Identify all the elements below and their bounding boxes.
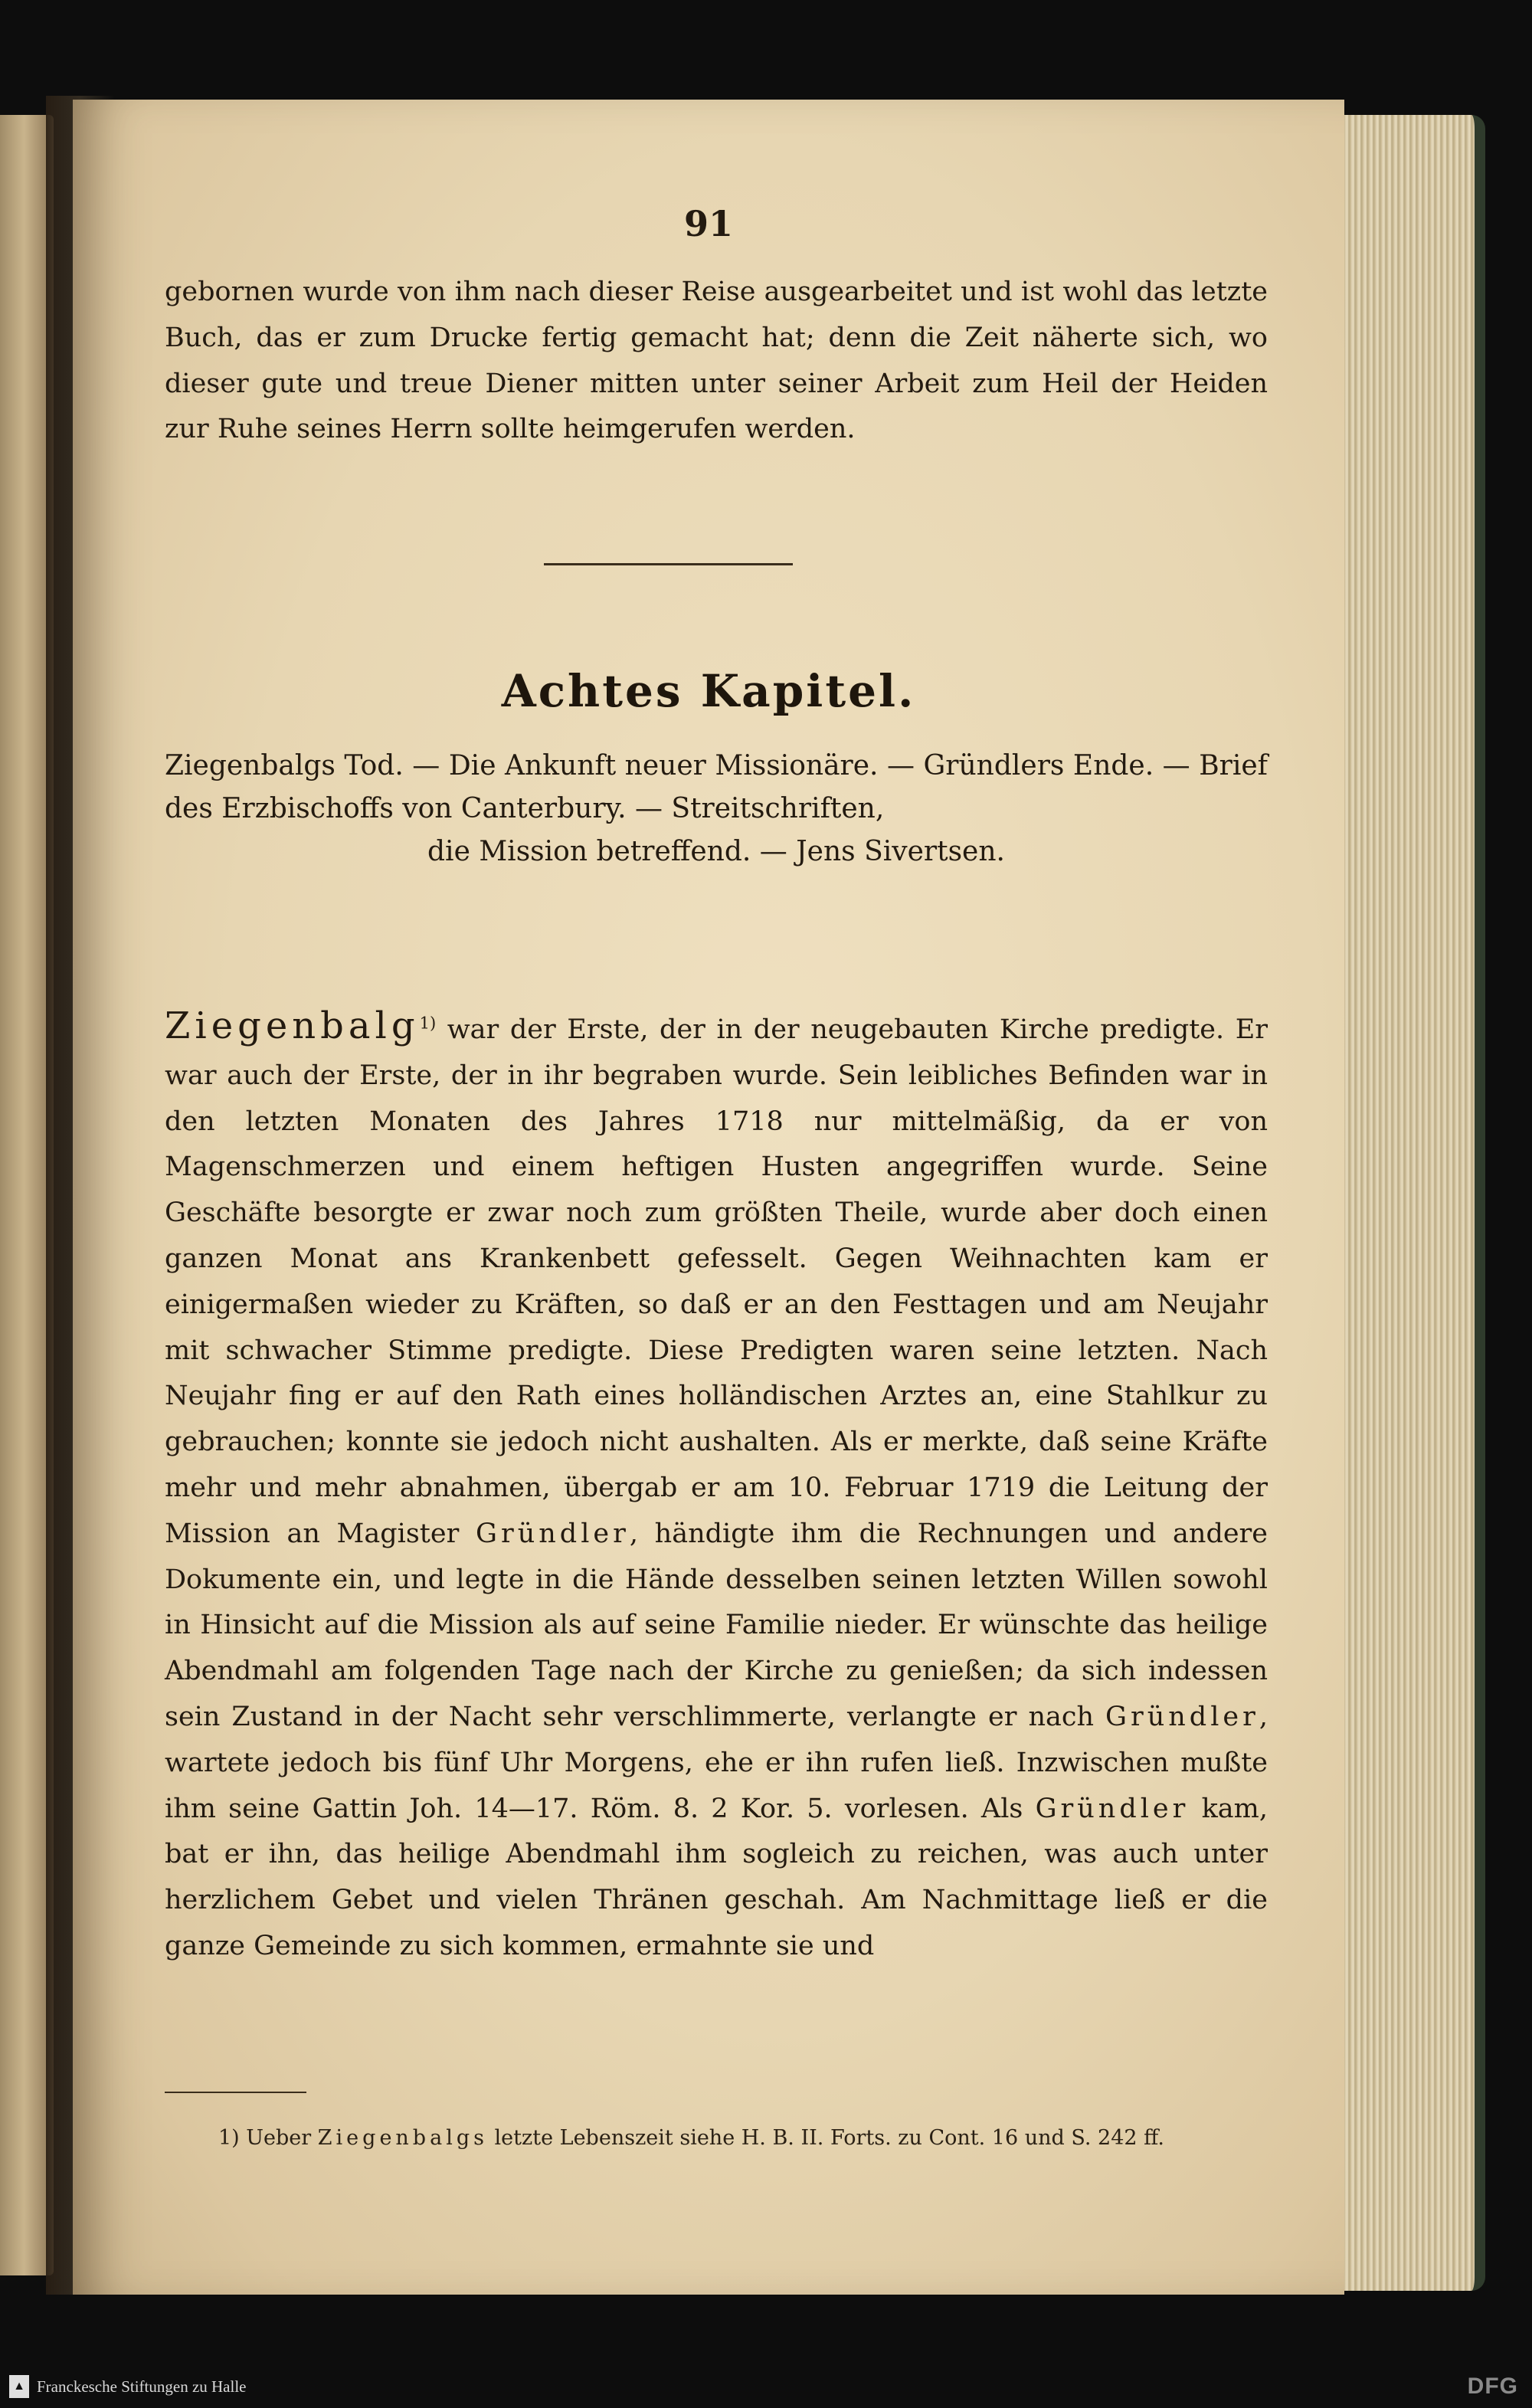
section-divider [544, 563, 793, 565]
main-paragraph [165, 1004, 1268, 1970]
institution-credit[interactable] [9, 2375, 247, 2398]
name-gruendler-3: Gründler [1035, 1793, 1190, 1824]
footnote-divider [165, 2092, 306, 2093]
footnote [165, 2121, 1268, 2155]
name-gruendler-2: Gründler [1105, 1701, 1259, 1732]
main-text-a: war der Erste, der in der neugebauten Kirche predigte. Er war auch der Erste, der in ihr begraben wurde. Sein leibliches Befinden war in den letzten Monaten des Jahres 1718 nur mittelmäßig, da er von Magenschmerzen und einem heftigen Husten angegriffen wurde. Seine Geschäfte besorgte er zwar noch zum größten Theile, wurde aber doch einen ganzen Monat ans Krankenbett gefesselt. Gegen Weihnachten kam er einigermaßen wieder zu Kräften, so daß er an den Festtagen und am Neujahr mit schwacher Stimme predigte. Diese Predigten waren seine letzten. Nach Neujahr fing er auf den Rath eines holländischen Arztes an, eine Stahlkur zu gebrauchen; konnte sie jedoch nicht aushalten. Als er merkte, daß seine Kräfte mehr und mehr abnahmen, übergab er am 10. Februar 1719 die Leitung der Mission an Magister [165, 1014, 1268, 1549]
footnote-prefix: 1) Ueber [218, 2126, 318, 2150]
chapter-title: Achtes Kapitel. [501, 665, 916, 717]
dfg-logo[interactable]: DFG [1467, 2374, 1518, 2399]
page-number: 91 [683, 203, 733, 244]
institution-name: Franckesche Stiftungen zu Halle [37, 2377, 247, 2396]
book-page [73, 100, 1344, 2295]
continuation-paragraph: gebornen wurde von ihm nach dieser Reise ausgearbeitet und ist wohl das letzte Buch, das er zum Drucke fertig gemacht hat; denn die Zeit näherte sich, wo dieser gute und treue Diener mitten unter seiner Arbeit zum Heil der Heiden zur Ruhe seines Herrn sollte heimgerufen werden. [165, 277, 1268, 445]
main-text-c: , wartete jedoch bis fünf Uhr Morgens, ehe er ihn rufen ließ. Inzwischen mußte ihm seine Gattin Joh. 14—17. Röm. 8. 2 Kor. 5. vorlesen. Als [165, 1701, 1268, 1824]
main-first-word: Ziegenbalg [165, 1004, 420, 1047]
page-stack-edge [1333, 115, 1485, 2291]
name-gruendler-1: Gründler [476, 1518, 630, 1549]
footnote-name: Ziegenbalgs [317, 2126, 488, 2150]
footnote-reference[interactable]: 1) [419, 1014, 437, 1033]
footnote-rest: letzte Lebenszeit siehe H. B. II. Forts. zu Cont. 16 und S. 242 ff. [487, 2126, 1164, 2150]
institution-logo-icon: ▲ [9, 2375, 29, 2398]
chapter-summary-text: Ziegenbalgs Tod. — Die Ankunft neuer Missionäre. — Gründlers Ende. — Brief des Erzbischoffs von Canterbury. — Streitschriften, [165, 750, 1268, 824]
chapter-summary [165, 745, 1268, 873]
main-text-d: kam, bat er ihn, das heilige Abendmahl ihm sogleich zu reichen, was auch unter herzlichem Gebet und vielen Thränen geschah. Am Nachmittage ließ er die ganze Gemeinde zu sich kommen, ermahnte sie und [165, 1793, 1268, 1961]
main-text-b: , händigte ihm die Rechnungen und andere Dokumente ein, und legte in die Hände desselben seinen letzten Willen sowohl in Hinsicht auf die Mission als auf seine Familie nieder. Er wünschte das heilige Abendmahl am folgenden Tage nach der Kirche zu genießen; da sich indessen sein Zustand in der Nacht sehr verschlimmerte, verlangte er nach [165, 1518, 1268, 1732]
chapter-summary-last-line: die Mission betreffend. — Jens Sivertsen. [427, 836, 1005, 867]
